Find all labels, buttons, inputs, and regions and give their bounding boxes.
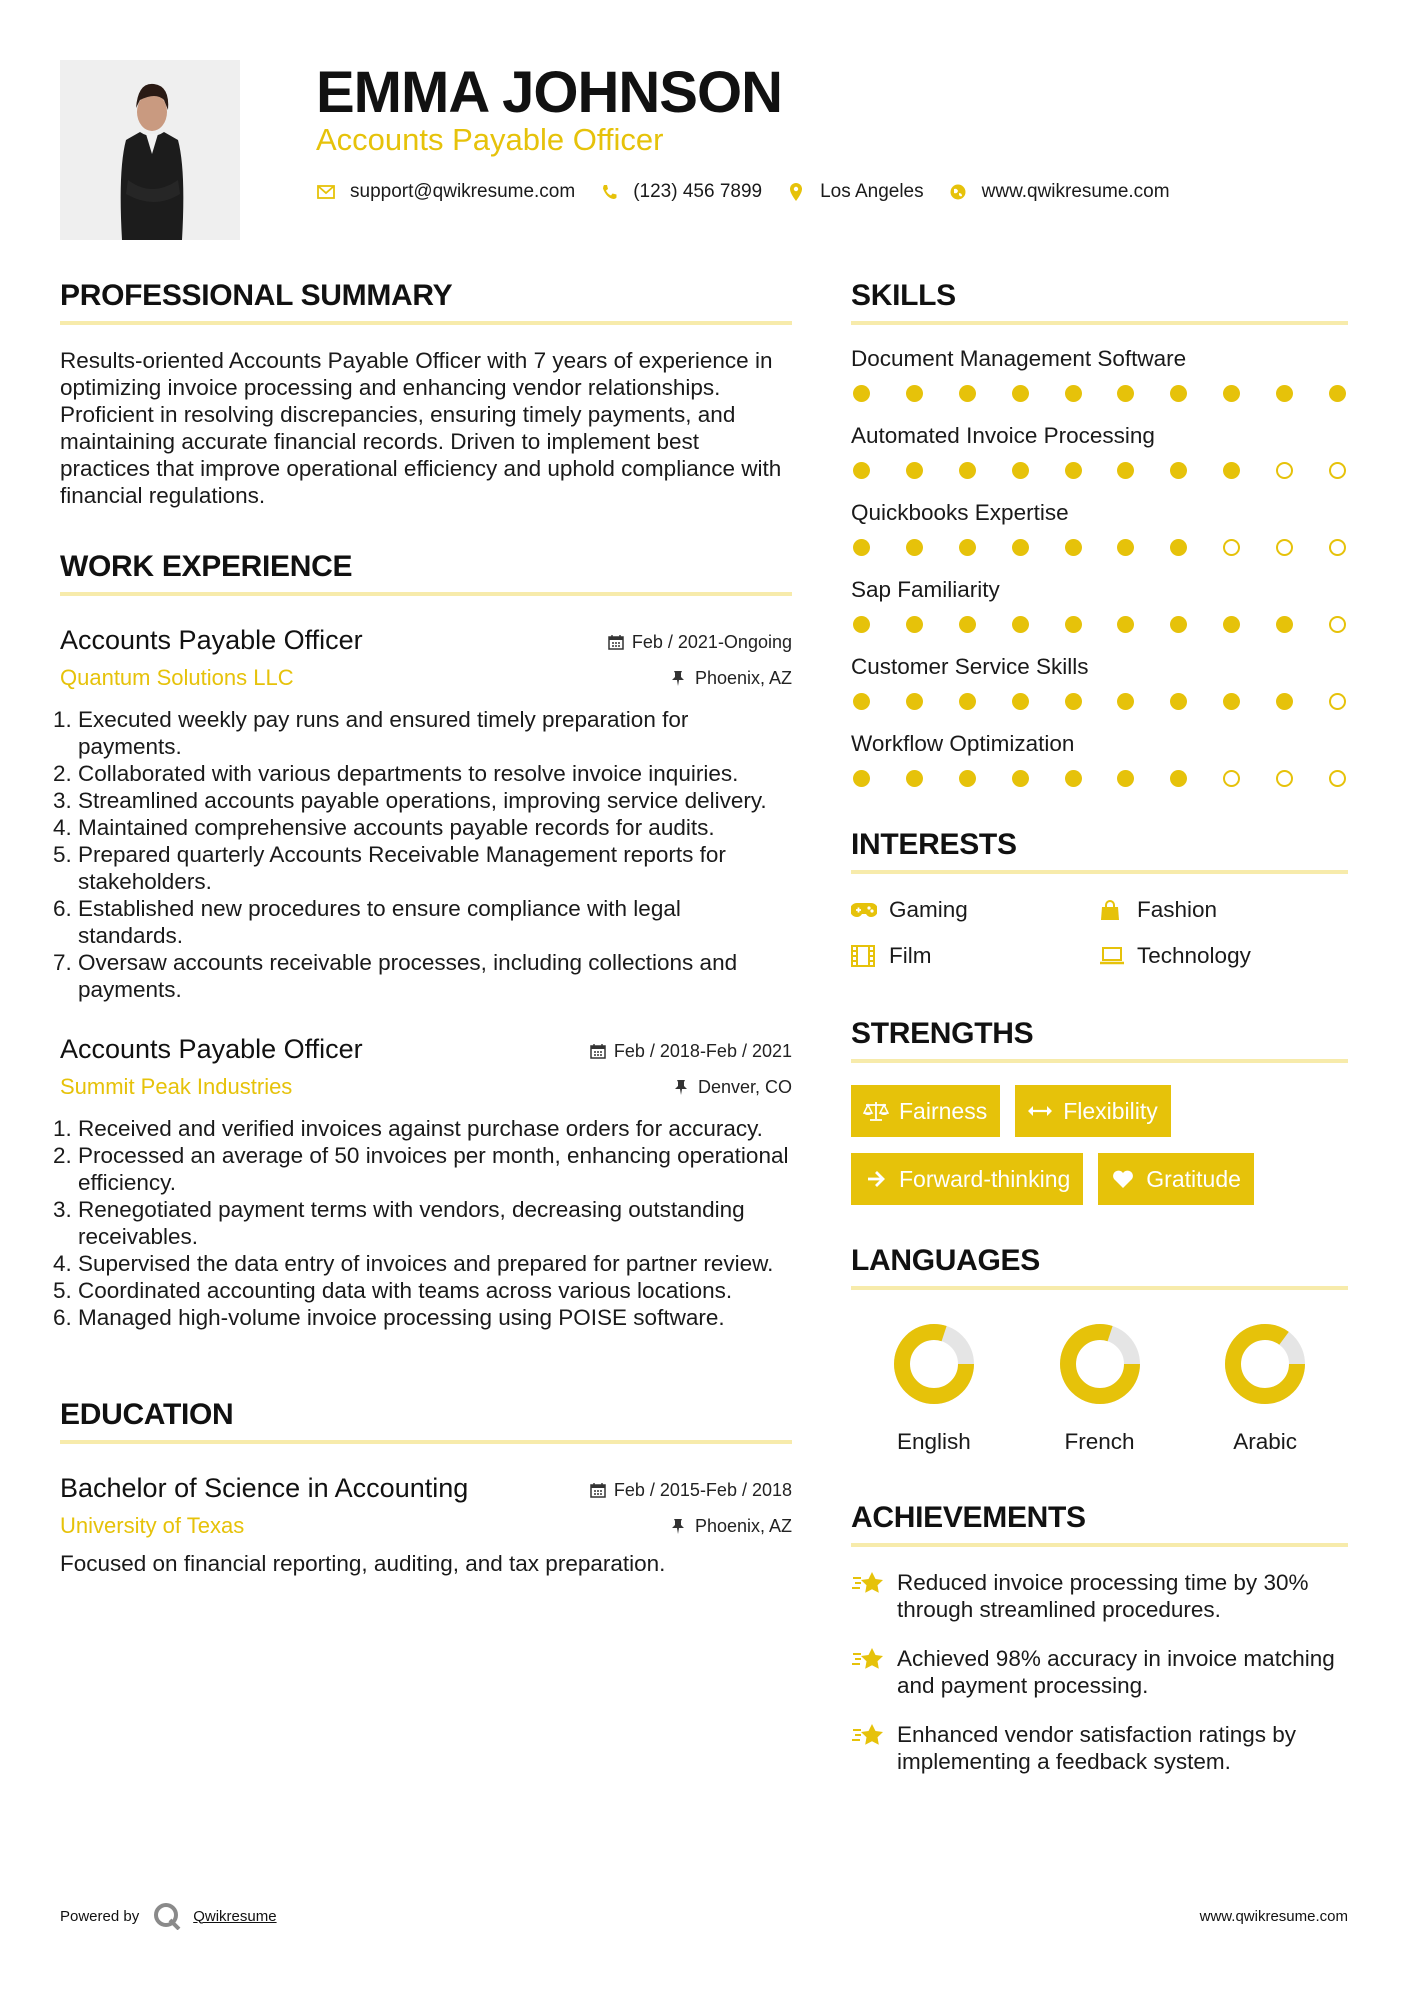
rating-dot-empty — [1329, 539, 1346, 556]
pushpin-icon — [671, 1518, 687, 1534]
company-name: Quantum Solutions LLC — [60, 665, 294, 690]
skill-rating — [851, 693, 1348, 710]
shopping-bag-icon — [1099, 898, 1127, 922]
rating-dot-filled — [1223, 385, 1240, 402]
interest-label: Fashion — [1137, 897, 1218, 922]
rating-dot-empty — [1329, 693, 1346, 710]
skills-list — [851, 345, 1348, 787]
rating-dot-filled — [853, 385, 870, 402]
responsibility-list — [60, 1115, 792, 1331]
rating-dot-filled — [1223, 462, 1240, 479]
rating-dot-filled — [1065, 693, 1082, 710]
rating-dot-filled — [1012, 616, 1029, 633]
skill-name: Quickbooks Expertise — [851, 500, 1069, 525]
contact-bar — [316, 178, 1194, 206]
job-title: Accounts Payable Officer — [60, 625, 363, 655]
skill-item — [851, 345, 1348, 402]
achievement-text: Achieved 98% accuracy in invoice matching and payment processing. — [897, 1646, 1335, 1698]
strength-tag — [1015, 1085, 1171, 1137]
skill-item — [851, 576, 1348, 633]
rating-dot-filled — [1117, 616, 1134, 633]
calendar-icon — [590, 1043, 606, 1059]
skill-rating — [851, 616, 1348, 633]
rating-dot-filled — [1065, 462, 1082, 479]
strength-tag — [1098, 1153, 1254, 1205]
language-donut — [1221, 1320, 1309, 1408]
skill-name: Automated Invoice Processing — [851, 423, 1155, 448]
email-text: support@qwikresume.com — [350, 181, 576, 202]
strength-tag — [851, 1085, 1000, 1137]
job-date — [590, 1039, 792, 1063]
rating-dot-filled — [1170, 385, 1187, 402]
footer-website[interactable]: www.qwikresume.com — [1199, 1907, 1348, 1925]
balance-scale-icon — [863, 1100, 889, 1122]
rating-dot-filled — [1117, 462, 1134, 479]
skill-rating — [851, 539, 1348, 556]
strength-label: Fairness — [899, 1097, 988, 1124]
rating-dot-filled — [1012, 462, 1029, 479]
education-date — [590, 1478, 792, 1502]
location-text: Los Angeles — [820, 181, 924, 202]
rating-dot-empty — [1223, 539, 1240, 556]
language-donut — [1056, 1320, 1144, 1408]
star-icon — [851, 1721, 887, 1753]
rating-dot-empty — [1223, 770, 1240, 787]
job-location — [674, 1075, 792, 1099]
rating-dot-filled — [1117, 539, 1134, 556]
phone-text: (123) 456 7899 — [633, 181, 763, 202]
list-item: 1. Executed weekly pay runs and ensured timely preparation for payments. — [78, 706, 792, 760]
achievement-text: Reduced invoice processing time by 30% through streamlined procedures. — [897, 1570, 1309, 1622]
language-name: Arabic — [1233, 1429, 1298, 1454]
rating-dot-filled — [1065, 385, 1082, 402]
rating-dot-filled — [959, 539, 976, 556]
star-icon — [851, 1645, 887, 1677]
interest-label: Gaming — [889, 897, 968, 922]
achievement-item — [851, 1645, 1348, 1699]
skill-item — [851, 653, 1348, 710]
powered-by — [60, 1902, 277, 1930]
list-item: 1. Received and verified invoices against purchase orders for accuracy. — [78, 1115, 792, 1142]
strength-label: Flexibility — [1063, 1097, 1158, 1124]
strength-label: Forward-thinking — [899, 1165, 1071, 1192]
arrows-horizontal-icon — [1027, 1100, 1053, 1122]
pushpin-icon — [674, 1079, 690, 1095]
interest-fashion — [1099, 894, 1347, 926]
skill-item — [851, 422, 1348, 479]
heart-icon — [1110, 1168, 1136, 1190]
company-name: Summit Peak Industries — [60, 1074, 293, 1099]
rating-dot-filled — [1012, 385, 1029, 402]
rating-dot-filled — [959, 616, 976, 633]
list-item: 7. Oversaw accounts receivable processes, including collections and payments. — [78, 949, 792, 1003]
skill-name: Sap Familiarity — [851, 577, 1000, 602]
rating-dot-filled — [853, 616, 870, 633]
language-donut — [890, 1320, 978, 1408]
job-entry-2 — [60, 1033, 792, 1331]
rating-dot-filled — [1117, 770, 1134, 787]
rating-dot-filled — [853, 693, 870, 710]
experience-heading: WORK EXPERIENCE — [60, 549, 792, 596]
strength-tag — [851, 1153, 1083, 1205]
list-item: 4. Supervised the data entry of invoices and prepared for partner review. — [78, 1250, 792, 1277]
strengths-tags — [851, 1085, 1348, 1205]
job-date-text: Feb / 2021-Ongoing — [631, 632, 792, 652]
website-text: www.qwikresume.com — [981, 181, 1170, 202]
contact-phone[interactable] — [599, 181, 762, 203]
rating-dot-filled — [959, 385, 976, 402]
skills-heading: SKILLS — [851, 278, 1348, 325]
responsibility-list — [60, 706, 792, 1003]
language-name: French — [1064, 1429, 1135, 1454]
rating-dot-filled — [1170, 616, 1187, 633]
interest-gaming — [851, 894, 1099, 926]
film-icon — [851, 944, 879, 968]
list-item: 3. Streamlined accounts payable operations, improving service delivery. — [78, 787, 792, 814]
calendar-icon — [608, 634, 624, 650]
rating-dot-filled — [906, 462, 923, 479]
rating-dot-empty — [1329, 770, 1346, 787]
rating-dot-filled — [1170, 770, 1187, 787]
job-location-text: Denver, CO — [697, 1077, 792, 1097]
rating-dot-filled — [906, 770, 923, 787]
rating-dot-filled — [959, 770, 976, 787]
calendar-icon — [590, 1482, 606, 1498]
rating-dot-filled — [1012, 539, 1029, 556]
rating-dot-empty — [1276, 539, 1293, 556]
language-item — [1182, 1320, 1348, 1456]
interest-technology — [1099, 940, 1347, 972]
left-column — [60, 278, 792, 1577]
list-item: 3. Renegotiated payment terms with vendors, decreasing outstanding receivables. — [78, 1196, 792, 1250]
achievement-item — [851, 1721, 1348, 1775]
education-location — [671, 1514, 792, 1538]
person-silhouette — [60, 60, 240, 240]
rating-dot-filled — [906, 616, 923, 633]
interest-label: Film — [889, 943, 932, 968]
skill-rating — [851, 385, 1348, 402]
rating-dot-filled — [1170, 539, 1187, 556]
contact-email[interactable] — [316, 181, 575, 203]
rating-dot-filled — [1170, 693, 1187, 710]
laptop-icon — [1099, 944, 1127, 968]
list-item: 5. Coordinated accounting data with teams across various locations. — [78, 1277, 792, 1304]
envelope-icon — [316, 182, 336, 202]
summary-text: Results-oriented Accounts Payable Officer with 7 years of experience in optimizing invoice processing and enhancing vendor relationships. Proficient in resolving discrepancies, ensuring timely payments, and maintaining accurate financial records. Driven to implement best practices that improve operational efficiency and uphold compliance with financial regulations. — [60, 348, 782, 508]
education-location-text: Phoenix, AZ — [694, 1516, 792, 1536]
powered-by-text: Powered by — [60, 1907, 140, 1925]
summary-heading: PROFESSIONAL SUMMARY — [60, 278, 792, 325]
interests-grid — [851, 894, 1348, 972]
profile-photo — [60, 60, 240, 240]
strength-label: Gratitude — [1146, 1165, 1241, 1192]
contact-location — [786, 181, 924, 203]
rating-dot-filled — [1276, 385, 1293, 402]
star-icon — [851, 1569, 887, 1601]
rating-dot-filled — [853, 770, 870, 787]
job-date — [608, 630, 792, 654]
candidate-role: Accounts Payable Officer — [316, 122, 664, 157]
rating-dot-empty — [1276, 462, 1293, 479]
map-marker-icon — [786, 182, 806, 202]
job-entry-1 — [60, 624, 792, 1003]
list-item: 6. Managed high-volume invoice processing using POISE software. — [78, 1304, 792, 1331]
rating-dot-filled — [1276, 693, 1293, 710]
pushpin-icon — [671, 670, 687, 686]
rating-dot-filled — [1223, 693, 1240, 710]
rating-dot-filled — [1065, 616, 1082, 633]
gamepad-icon — [851, 898, 879, 922]
interests-heading: INTERESTS — [851, 827, 1348, 874]
skill-name: Workflow Optimization — [851, 731, 1075, 756]
rating-dot-filled — [1012, 770, 1029, 787]
language-item — [851, 1320, 1017, 1456]
interest-label: Technology — [1137, 943, 1251, 968]
education-entry — [60, 1472, 792, 1577]
job-date-text: Feb / 2018-Feb / 2021 — [613, 1041, 792, 1061]
list-item: 2. Collaborated with various departments to resolve invoice inquiries. — [78, 760, 792, 787]
phone-icon — [599, 182, 619, 202]
skill-name: Document Management Software — [851, 346, 1187, 371]
job-location-text: Phoenix, AZ — [694, 668, 792, 688]
language-item — [1017, 1320, 1183, 1456]
rating-dot-filled — [1065, 770, 1082, 787]
globe-icon — [948, 182, 968, 202]
rating-dot-filled — [1065, 539, 1082, 556]
education-description: Focused on financial reporting, auditing, and tax preparation. — [60, 1551, 666, 1576]
school-name: University of Texas — [60, 1513, 245, 1538]
rating-dot-filled — [1170, 462, 1187, 479]
rating-dot-empty — [1329, 462, 1346, 479]
strengths-heading: STRENGTHS — [851, 1016, 1348, 1063]
rating-dot-filled — [906, 693, 923, 710]
achievements-list — [851, 1569, 1348, 1775]
rating-dot-filled — [853, 462, 870, 479]
language-name: English — [896, 1429, 971, 1454]
qwikresume-logo-icon — [153, 1902, 183, 1930]
list-item: 5. Prepared quarterly Accounts Receivable Management reports for stakeholders. — [78, 841, 792, 895]
list-item: 2. Processed an average of 50 invoices per month, enhancing operational efficiency. — [78, 1142, 792, 1196]
job-title: Accounts Payable Officer — [60, 1034, 363, 1064]
languages-heading: LANGUAGES — [851, 1243, 1348, 1290]
list-item: 4. Maintained comprehensive accounts payable records for audits. — [78, 814, 792, 841]
rating-dot-filled — [1223, 616, 1240, 633]
rating-dot-filled — [1012, 693, 1029, 710]
rating-dot-empty — [1276, 770, 1293, 787]
list-item: 6. Established new procedures to ensure compliance with legal standards. — [78, 895, 792, 949]
rating-dot-filled — [1329, 385, 1346, 402]
interest-film — [851, 940, 1099, 972]
rating-dot-filled — [959, 693, 976, 710]
rating-dot-filled — [853, 539, 870, 556]
achievement-item — [851, 1569, 1348, 1623]
rating-dot-empty — [1329, 616, 1346, 633]
rating-dot-filled — [906, 539, 923, 556]
achievements-heading: ACHIEVEMENTS — [851, 1500, 1348, 1547]
skill-rating — [851, 462, 1348, 479]
skill-name: Customer Service Skills — [851, 654, 1089, 679]
skill-item — [851, 730, 1348, 787]
rating-dot-filled — [1117, 693, 1134, 710]
achievement-text: Enhanced vendor satisfaction ratings by implementing a feedback system. — [897, 1722, 1296, 1774]
contact-website[interactable] — [948, 181, 1170, 203]
rating-dot-filled — [906, 385, 923, 402]
degree-title: Bachelor of Science in Accounting — [60, 1473, 469, 1503]
skill-item — [851, 499, 1348, 556]
job-location — [671, 666, 792, 690]
education-date-text: Feb / 2015-Feb / 2018 — [613, 1480, 792, 1500]
education-heading: EDUCATION — [60, 1397, 792, 1444]
arrow-right-icon — [863, 1168, 889, 1190]
rating-dot-filled — [1276, 616, 1293, 633]
qwikresume-link[interactable]: Qwikresume — [193, 1907, 277, 1925]
page-footer — [60, 1898, 1348, 1934]
rating-dot-filled — [959, 462, 976, 479]
languages-list — [851, 1320, 1348, 1456]
skill-rating — [851, 770, 1348, 787]
rating-dot-filled — [1117, 385, 1134, 402]
right-column — [851, 278, 1348, 1775]
candidate-name: EMMA JOHNSON — [316, 60, 782, 125]
